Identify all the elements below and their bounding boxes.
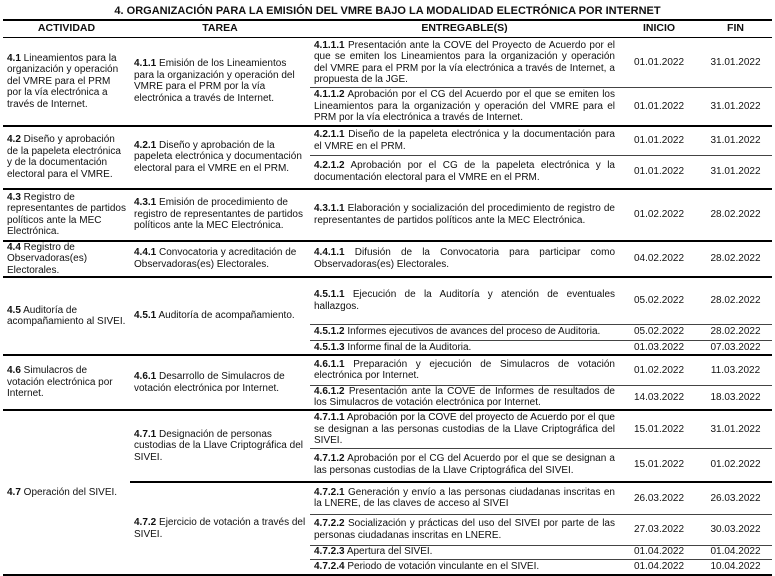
- end-date: 28.02.2022: [699, 277, 772, 324]
- start-date: 01.03.2022: [619, 340, 699, 355]
- task-cell-text: Auditoría de acompañamiento.: [156, 310, 295, 322]
- task-cell-text: Designación de personas custodias de la Llave Criptográfica del SIVEI.: [134, 428, 303, 463]
- deliverable-cell-text: Presentación ante la COVE del Proyecto de Acuerdo por el que se emiten los Lineamientos para la organización y operación del VMRE para el PRM por la vía electrónica a través de Internet, a propuesta de la JGE.: [314, 39, 615, 85]
- task-cell-text: Diseño y aprobación de la papeleta electrónica y documentación electoral para el VMRE en el PRM.: [134, 139, 302, 174]
- deliverable-cell-text: Aprobación por el CG de la papeleta electrónica y la documentación electoral para el VMRE en el PRM.: [314, 160, 615, 183]
- end-date: 31.01.2022: [699, 156, 772, 189]
- start-date: 27.03.2022: [619, 514, 699, 545]
- task-cell-number: 4.5.1: [134, 310, 157, 322]
- deliverable-cell-text: Elaboración y socialización del procedimiento de registro de representantes de partidos políticos ante la MEC Electrónica.: [314, 203, 615, 226]
- deliverable-cell-text: Aprobación por el CG del Acuerdo por el que se emiten los Lineamientos para la organización y operación del VMRE para el PRM por la vía electrónica a través de Internet.: [314, 89, 615, 123]
- schedule-document: [3, 4, 772, 576]
- start-date: 01.02.2022: [619, 189, 699, 241]
- end-date: 28.02.2022: [699, 189, 772, 241]
- deliverable-cell-number: 4.7.2.4: [314, 561, 345, 572]
- start-date: 26.03.2022: [619, 482, 699, 514]
- activity-cell-text: Auditoría de acompañamiento al SIVEI.: [7, 304, 126, 327]
- task-cell: [130, 189, 310, 241]
- task-cell: [130, 126, 310, 189]
- activity-cell: [3, 189, 130, 241]
- activity-cell: [3, 241, 130, 278]
- end-date: 18.03.2022: [699, 385, 772, 410]
- end-date: 07.03.2022: [699, 340, 772, 355]
- deliverable-cell-number: 4.4.1.1: [314, 247, 345, 259]
- task-cell-text: Emisión de los Lineamientos para la organización y operación del VMRE para el PRM por la vía electrónica a través de Internet.: [134, 58, 295, 104]
- task-cell-text: Ejercicio de votación a través del SIVEI.: [134, 517, 306, 540]
- table-row: [3, 241, 772, 278]
- deliverable-cell: [310, 324, 619, 340]
- start-date: 05.02.2022: [619, 324, 699, 340]
- activity-cell-number: 4.4: [7, 241, 21, 253]
- deliverable-cell-number: 4.6.1.1: [314, 358, 345, 370]
- deliverable-cell-text: Ejecución de la Auditoría y atención de eventuales hallazgos.: [314, 289, 615, 312]
- table-row: [3, 355, 772, 385]
- table-title: 4. ORGANIZACIÓN PARA LA EMISIÓN DEL VMRE BAJO LA MODALIDAD ELECTRÓNICA POR INTERNET: [3, 4, 772, 20]
- start-date: 01.04.2022: [619, 559, 699, 575]
- deliverable-cell: [310, 482, 619, 514]
- end-date: 01.04.2022: [699, 545, 772, 559]
- deliverable-cell-text: Presentación ante la COVE de Informes de resultados de los Simulacros de votación electrónica por Internet.: [314, 385, 615, 409]
- deliverable-cell: [310, 126, 619, 156]
- header-actividad: ACTIVIDAD: [3, 20, 130, 38]
- deliverable-cell-text: Apertura del SIVEI.: [344, 546, 433, 558]
- deliverable-cell: [310, 448, 619, 482]
- start-date: 01.02.2022: [619, 355, 699, 385]
- end-date: 11.03.2022: [699, 355, 772, 385]
- deliverable-cell-number: 4.7.1.2: [314, 453, 345, 465]
- deliverable-cell: [310, 410, 619, 448]
- end-date: 31.01.2022: [699, 410, 772, 448]
- activity-cell-text: Registro de representantes de partidos políticos ante la MEC Electrónica.: [7, 191, 126, 237]
- end-date: 30.03.2022: [699, 514, 772, 545]
- deliverable-cell-number: 4.7.2.2: [314, 518, 345, 529]
- start-date: 15.01.2022: [619, 448, 699, 482]
- activity-cell: [3, 277, 130, 355]
- header-fin: FIN: [699, 20, 772, 38]
- table-row: [3, 126, 772, 156]
- deliverable-cell: [310, 156, 619, 189]
- start-date: 01.01.2022: [619, 88, 699, 126]
- activity-cell-number: 4.6: [7, 365, 21, 377]
- activity-cell-number: 4.5: [7, 304, 21, 316]
- deliverable-cell: [310, 241, 619, 278]
- activity-cell-text: Simulacros de votación electrónica por Internet.: [7, 365, 113, 400]
- activity-cell: [3, 410, 130, 575]
- end-date: 31.01.2022: [699, 126, 772, 156]
- deliverable-cell-text: Diseño de la papeleta electrónica y la documentación para el VMRE en el PRM.: [314, 129, 615, 152]
- deliverable-cell-number: 4.7.2.3: [314, 546, 345, 558]
- start-date: 14.03.2022: [619, 385, 699, 410]
- deliverable-cell: [310, 559, 619, 575]
- deliverable-cell-text: Informes ejecutivos de avances del proceso de Auditoria.: [344, 326, 601, 338]
- activity-cell-number: 4.7: [7, 486, 21, 498]
- start-date: 04.02.2022: [619, 241, 699, 278]
- deliverable-cell-number: 4.3.1.1: [314, 203, 345, 214]
- task-cell-number: 4.3.1: [134, 197, 157, 209]
- deliverable-cell: [310, 38, 619, 88]
- table-row: [3, 189, 772, 241]
- start-date: 05.02.2022: [619, 277, 699, 324]
- deliverable-cell-number: 4.5.1.1: [314, 289, 345, 301]
- deliverable-cell-number: 4.2.1.1: [314, 129, 345, 141]
- end-date: 31.01.2022: [699, 38, 772, 88]
- schedule-table: [3, 4, 772, 576]
- deliverable-cell-number: 4.5.1.3: [314, 341, 345, 353]
- deliverable-cell-number: 4.5.1.2: [314, 326, 345, 338]
- deliverable-cell-number: 4.2.1.2: [314, 160, 345, 172]
- deliverable-cell-text: Generación y envío a las personas ciudadanas inscritas en la LNERE, de las claves de acceso al SIVEI: [314, 486, 615, 510]
- header-entregables: ENTREGABLE(S): [310, 20, 619, 38]
- deliverable-cell: [310, 385, 619, 410]
- activity-cell-text: Operación del SIVEI.: [20, 486, 118, 498]
- task-cell: [130, 355, 310, 410]
- start-date: 01.01.2022: [619, 156, 699, 189]
- task-cell-number: 4.7.2: [134, 517, 157, 528]
- activity-cell-text: Registro de Observadoras(es) Electorales.: [7, 241, 88, 276]
- task-cell-number: 4.4.1: [134, 247, 157, 259]
- end-date: 31.01.2022: [699, 88, 772, 126]
- end-date: 26.03.2022: [699, 482, 772, 514]
- deliverable-cell-text: Preparación y ejecución de Simulacros de votación electrónica por Internet.: [314, 358, 615, 382]
- start-date: 01.01.2022: [619, 38, 699, 88]
- deliverable-cell: [310, 189, 619, 241]
- deliverable-cell-text: Socialización y prácticas del uso del SIVEI por parte de las personas ciudadanas inscritas en LNERE.: [314, 518, 615, 541]
- task-cell: [130, 410, 310, 482]
- deliverable-cell-number: 4.7.1.1: [314, 412, 345, 423]
- end-date: 28.02.2022: [699, 241, 772, 278]
- activity-cell-number: 4.1: [7, 52, 21, 64]
- activity-cell-text: Lineamientos para la organización y operación del VMRE para el PRM por la vía electrónica a través de Internet.: [7, 52, 119, 110]
- deliverable-cell-text: Periodo de votación vinculante en el SIVEI.: [344, 561, 540, 572]
- end-date: 28.02.2022: [699, 324, 772, 340]
- deliverable-cell-number: 4.1.1.1: [314, 39, 345, 51]
- start-date: 01.04.2022: [619, 545, 699, 559]
- header-inicio: INICIO: [619, 20, 699, 38]
- deliverable-cell-number: 4.1.1.2: [314, 89, 345, 100]
- task-cell-number: 4.2.1: [134, 139, 157, 151]
- deliverable-cell-text: Aprobación por la COVE del proyecto de Acuerdo por el que se designan a las personas custodias de la Llave Criptográfica del SIVEI.: [314, 412, 615, 446]
- task-cell: [130, 277, 310, 355]
- task-cell-number: 4.1.1: [134, 58, 157, 70]
- deliverable-cell: [310, 340, 619, 355]
- deliverable-cell-number: 4.7.2.1: [314, 486, 345, 498]
- activity-cell: [3, 126, 130, 189]
- end-date: 10.04.2022: [699, 559, 772, 575]
- start-date: 15.01.2022: [619, 410, 699, 448]
- end-date: 01.02.2022: [699, 448, 772, 482]
- deliverable-cell-number: 4.6.1.2: [314, 385, 345, 397]
- header-tarea: TAREA: [130, 20, 310, 38]
- task-cell-number: 4.6.1: [134, 371, 157, 382]
- task-cell-text: Convocatoria y acreditación de Observadoras(es) Electorales.: [134, 247, 297, 270]
- table-row: [3, 38, 772, 88]
- activity-cell-number: 4.2: [7, 134, 21, 145]
- deliverable-cell: [310, 277, 619, 324]
- task-cell: [130, 241, 310, 278]
- deliverable-cell: [310, 88, 619, 126]
- table-row: [3, 410, 772, 448]
- deliverable-cell: [310, 355, 619, 385]
- start-date: 01.01.2022: [619, 126, 699, 156]
- task-cell: [130, 482, 310, 575]
- task-cell: [130, 38, 310, 126]
- activity-cell-number: 4.3: [7, 191, 21, 203]
- task-cell-text: Desarrollo de Simulacros de votación electrónica por Internet.: [134, 371, 285, 394]
- deliverable-cell-text: Aprobación por el CG del Acuerdo por el que se designan a las personas custodias de la Llave Criptográfica del SIVEI.: [314, 453, 615, 476]
- deliverable-cell-text: Informe final de la Auditoria.: [344, 341, 472, 353]
- task-cell-text: Emisión de procedimiento de registro de representantes de partidos políticos ante la MEC Electrónica.: [134, 197, 303, 232]
- activity-cell: [3, 355, 130, 410]
- deliverable-cell-text: Difusión de la Convocatoria para participar como Observadoras(es) Electorales.: [314, 247, 615, 270]
- deliverable-cell: [310, 514, 619, 545]
- activity-cell: [3, 38, 130, 126]
- deliverable-cell: [310, 545, 619, 559]
- activity-cell-text: Diseño y aprobación de la papeleta electrónica y de la documentación electoral para el VMRE.: [7, 134, 121, 180]
- task-cell-number: 4.7.1: [134, 428, 157, 440]
- table-row: [3, 277, 772, 324]
